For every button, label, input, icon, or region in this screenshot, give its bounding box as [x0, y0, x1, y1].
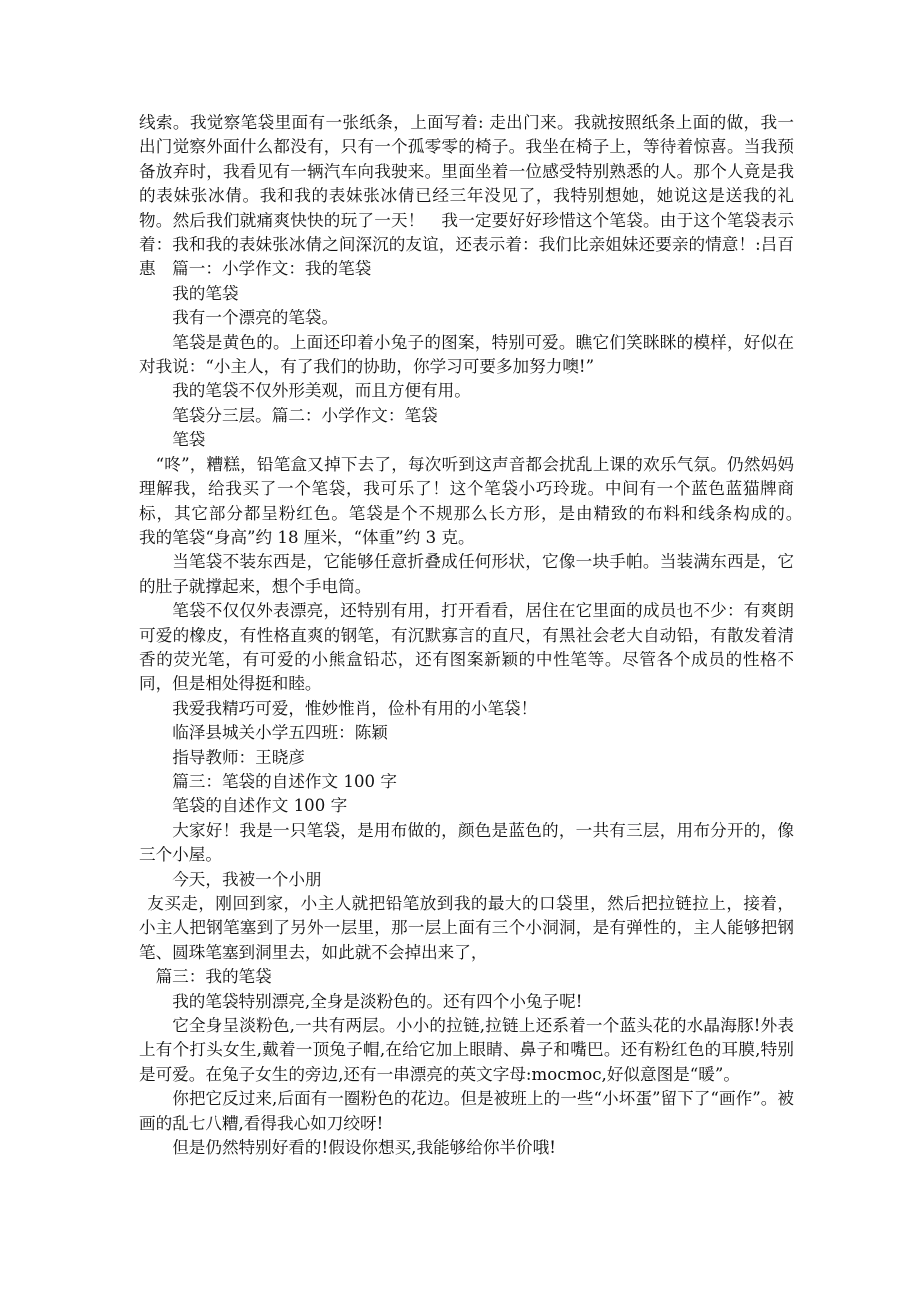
paragraph-14: 篇三：笔袋的自述作文 100 字 [172, 771, 397, 791]
paragraph-21: 它全身呈淡粉色,一共有两层。小小的拉链,拉链上还系着一个蓝头花的水晶海豚!外表上有个打头女生,戴着一顶兔子帽,在给它加上眼睛、鼻子和嘴巴。还有粉红色的耳膜,特别是可爱。在兔子女生的旁边,还有一串漂亮的英文字母:mocmoc,好似意图是“暖”。 [139, 1016, 794, 1084]
paragraph-6: 笔袋分三层。篇二：小学作文：笔袋 [172, 405, 438, 425]
paragraph-20: 我的笔袋特别漂亮,全身是淡粉色的。还有四个小兔子呢! [172, 991, 583, 1011]
paragraph-22: 你把它反过来,后面有一圈粉色的花边。但是被班上的一些“小坏蛋”留下了“画作”。被画的乱七八糟,看得我心如刀绞呀! [139, 1089, 794, 1133]
paragraph-23: 但是仍然特别好看的!假设你想买,我能够给你半价哦! [172, 1138, 556, 1158]
paragraph-2: 我的笔袋 [172, 283, 239, 303]
paragraph-8: “咚”，糟糕，铅笔盒又掉下去了，每次听到这声音都会扰乱上课的欢乐气氛。仍然妈妈理解我，给我买了一个笔袋，我可乐了！这个笔袋小巧玲珑。中间有一个蓝色蓝猫牌商标，其它部分都呈粉红色。笔袋是个不规那么长方形，是由精致的布料和线条构成的。 我的笔袋“身高”约 18 厘米，“体重”约 3 克。 [139, 454, 811, 547]
paragraph-9: 当笔袋不装东西是，它能够任意折叠成任何形状，它像一块手帕。当装满东西是，它的肚子就撑起来，想个手电筒。 [139, 552, 794, 596]
paragraph-18: 友买走，刚回到家，小主人就把铅笔放到我的最大的口袋里，然后把拉链拉上，接着，小主人把钢笔塞到了另外一层里，那一层上面有三个小洞洞，是有弹性的，主人能够把钢笔、圆珠笔塞到洞里去，如此就不会掉出来了， [139, 894, 794, 962]
paragraph-11: 我爱我精巧可爱，惟妙惟肖，俭朴有用的小笔袋！ [172, 698, 538, 718]
paragraph-4: 笔袋是黄色的。上面还印着小兔子的图案，特别可爱。瞧它们笑眯眯的模样，好似在对我说：“小主人，有了我们的协助，你学习可要多加努力噢!” [139, 332, 794, 377]
paragraph-16: 大家好！我是一只笔袋，是用布做的，颜色是蓝色的，一共有三层，用布分开的，像三个小屋。 [139, 820, 794, 865]
paragraph-17: 今天，我被一个小朋 [172, 869, 322, 889]
paragraph-5: 我的笔袋不仅外形美观，而且方便有用。 [172, 381, 471, 401]
paragraph-3: 我有一个漂亮的笔袋。 [172, 308, 339, 328]
paragraph-15: 笔袋的自述作文 100 字 [172, 796, 348, 816]
document-body [139, 111, 811, 1160]
paragraph-13: 指导教师：王晓彦 [172, 747, 305, 767]
paragraph-19: 篇三：我的笔袋 [155, 967, 272, 987]
paragraph-1: 线索。我觉察笔袋里面有一张纸条，上面写着: 走出门来。我就按照纸条上面的做，我一出门觉察外面什么都没有，只有一个孤零零的椅子。我坐在椅子上，等待着惊喜。当我预备放弃时，我看见有一辆汽车向我驶来。里面坐着一位感受特别熟悉的人。那个人竟是我的表妹张冰倩。我和我的表妹张冰倩已经三年没见了，我特别想她，她说这是送我的礼物。然后我们就痛爽快快的玩了一天！ 我一定要好好珍惜这个笔袋。由于这个笔袋表示着：我和我的表妹张冰倩之间深沉的友谊，还表示着：我们比亲姐妹还要亲的情意！:吕百惠 篇一：小学作文：我的笔袋 [139, 113, 794, 279]
paragraph-10: 笔袋不仅仅外表漂亮，还特别有用，打开看看，居住在它里面的成员也不少：有爽朗可爱的橡皮，有性格直爽的钢笔，有沉默寡言的直尺，有黑社会老大自动铅，有散发着清香的荧光笔，有可爱的小熊盒铅芯，还有图案新颖的中性笔等。尽管各个成员的性格不同，但是相处得挺和睦。 [139, 601, 794, 694]
paragraph-12: 临泽县城关小学五四班：陈颖 [172, 723, 388, 743]
paragraph-7: 笔袋 [172, 430, 206, 450]
